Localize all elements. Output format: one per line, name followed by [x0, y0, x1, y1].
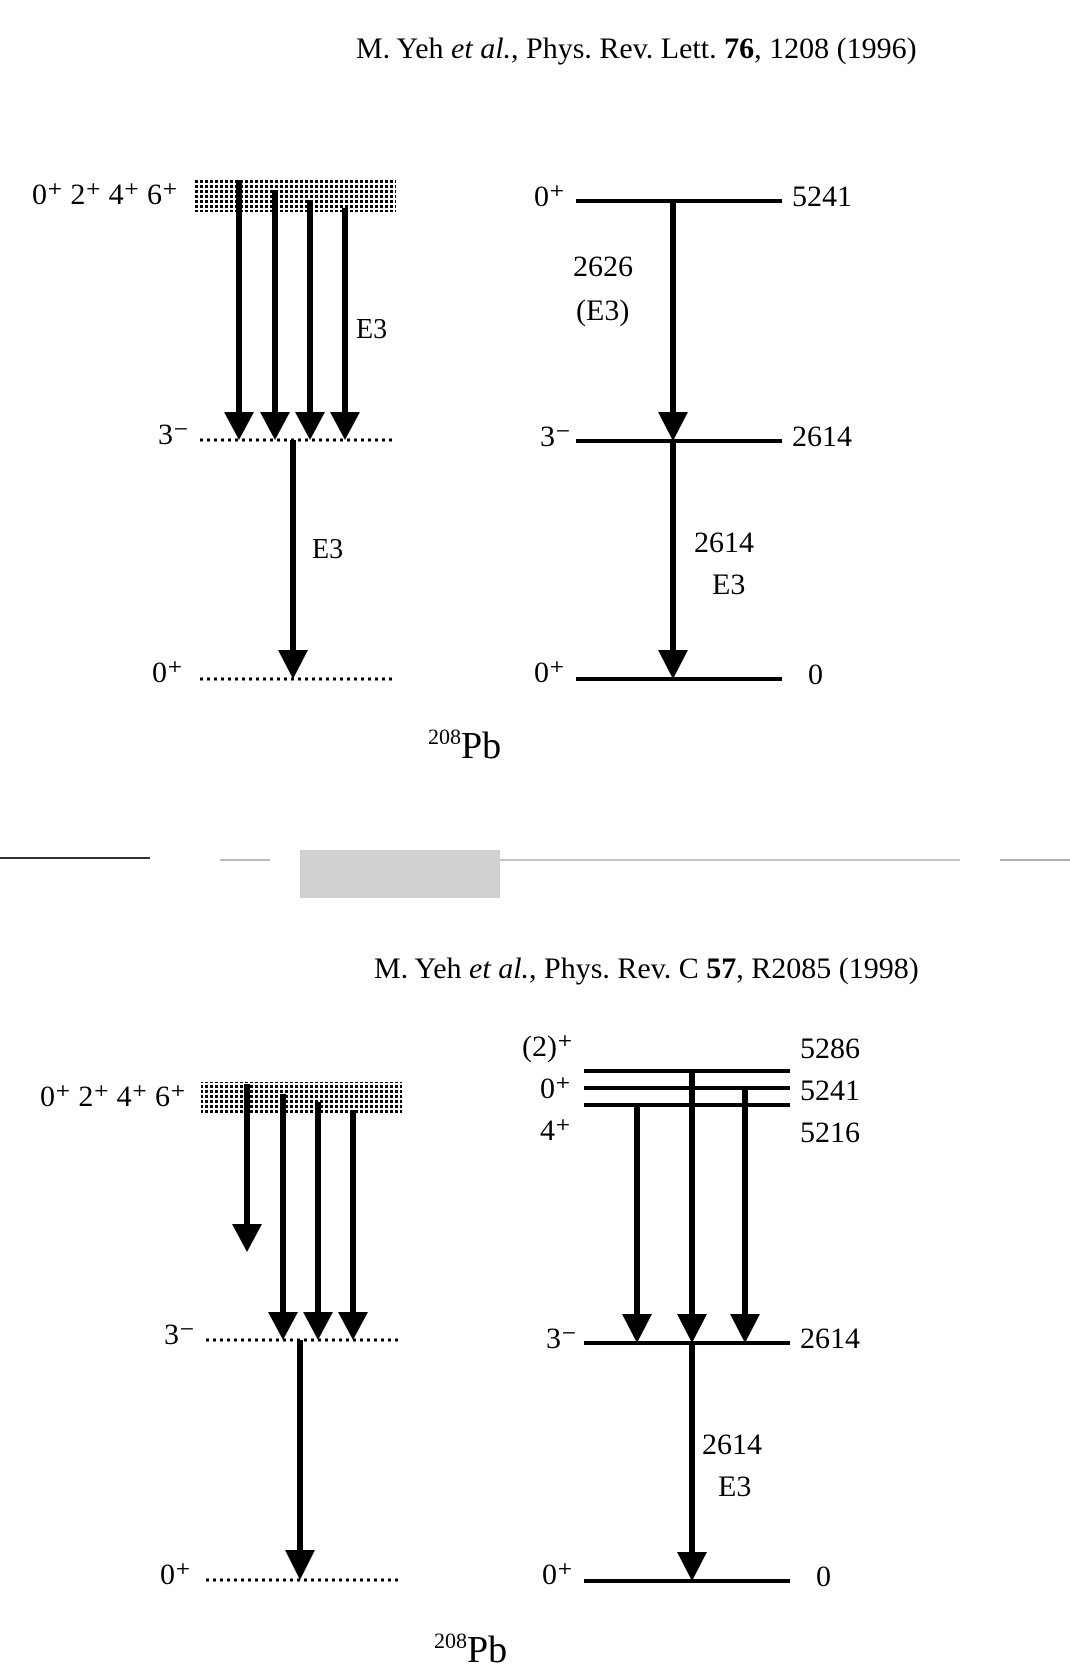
right-level-energy: 5241 — [800, 1074, 860, 1107]
left-upper-level-label: 0⁺ 2⁺ 4⁺ 6⁺ — [40, 1080, 186, 1113]
citation-top: M. Yeh et al., Phys. Rev. Lett. 76, 1208 (1996) — [356, 32, 917, 65]
right-level-energy: 2614 — [792, 420, 852, 453]
right-level-spin: 0⁺ — [534, 656, 565, 689]
right-level-energy: 5216 — [800, 1116, 860, 1149]
right-level-energy: 5241 — [792, 180, 852, 213]
arrow-head — [330, 412, 360, 440]
left-upper-arrows — [232, 1084, 368, 1340]
right-lower-transition-energy: 2614 — [702, 1428, 762, 1461]
right-level-spin: 4⁺ — [540, 1114, 571, 1147]
right-level-energy: 0 — [816, 1560, 831, 1593]
right-upper-transition-mult: (E3) — [576, 294, 630, 327]
citation-bottom: M. Yeh et al., Phys. Rev. C 57, R2085 (1998) — [374, 952, 919, 985]
arrow-head — [658, 412, 688, 441]
right-level-energy: 0 — [808, 658, 823, 691]
left-low-level-label: 0⁺ — [160, 1558, 191, 1591]
arrow-head — [285, 1550, 315, 1580]
arrow-head — [295, 412, 325, 440]
right-level-spin: 0⁺ — [534, 180, 565, 213]
right-level-spin: 0⁺ — [540, 1072, 571, 1105]
arrow-head — [658, 650, 688, 679]
right-level-spin: 0⁺ — [542, 1558, 573, 1591]
right-level-spin: 3⁻ — [540, 420, 571, 453]
left-low-level-label: 0⁺ — [152, 656, 183, 689]
right-level-energy: 2614 — [800, 1322, 860, 1355]
right-level-energy: 5286 — [800, 1032, 860, 1065]
arrow-head — [338, 1312, 368, 1340]
right-lower-transition-mult: E3 — [718, 1470, 752, 1503]
left-upper-level-band — [201, 1082, 402, 1114]
page-separator — [0, 850, 1070, 898]
arrow-head — [303, 1312, 333, 1340]
left-lower-arrow-label: E3 — [312, 534, 344, 565]
left-mid-level-label: 3⁻ — [158, 418, 189, 451]
right-level-spin: 3⁻ — [546, 1322, 577, 1355]
arrow-head — [232, 1224, 262, 1252]
nucleus-label-bottom: 208Pb — [434, 1628, 508, 1671]
right-lower-transition-energy: 2614 — [694, 526, 754, 559]
arrow-head — [622, 1314, 652, 1343]
left-upper-arrows — [224, 180, 360, 440]
arrow-head — [278, 650, 308, 679]
arrow-head — [224, 412, 254, 440]
right-upper-transition-energy: 2626 — [573, 250, 633, 283]
left-upper-level-label: 0⁺ 2⁺ 4⁺ 6⁺ — [32, 178, 178, 211]
arrow-head — [268, 1312, 298, 1340]
right-level-spin: (2)⁺ — [522, 1030, 573, 1063]
left-upper-arrow-label: E3 — [356, 314, 388, 345]
arrow-head — [677, 1552, 707, 1581]
right-upper-arrows — [622, 1071, 760, 1343]
arrow-head — [260, 412, 290, 440]
arrow-head — [677, 1314, 707, 1343]
left-upper-level-band — [193, 180, 396, 212]
arrow-head — [730, 1314, 760, 1343]
nucleus-label-top: 208Pb — [428, 724, 502, 767]
left-mid-level-label: 3⁻ — [164, 1318, 195, 1351]
right-lower-transition-mult: E3 — [712, 568, 746, 601]
